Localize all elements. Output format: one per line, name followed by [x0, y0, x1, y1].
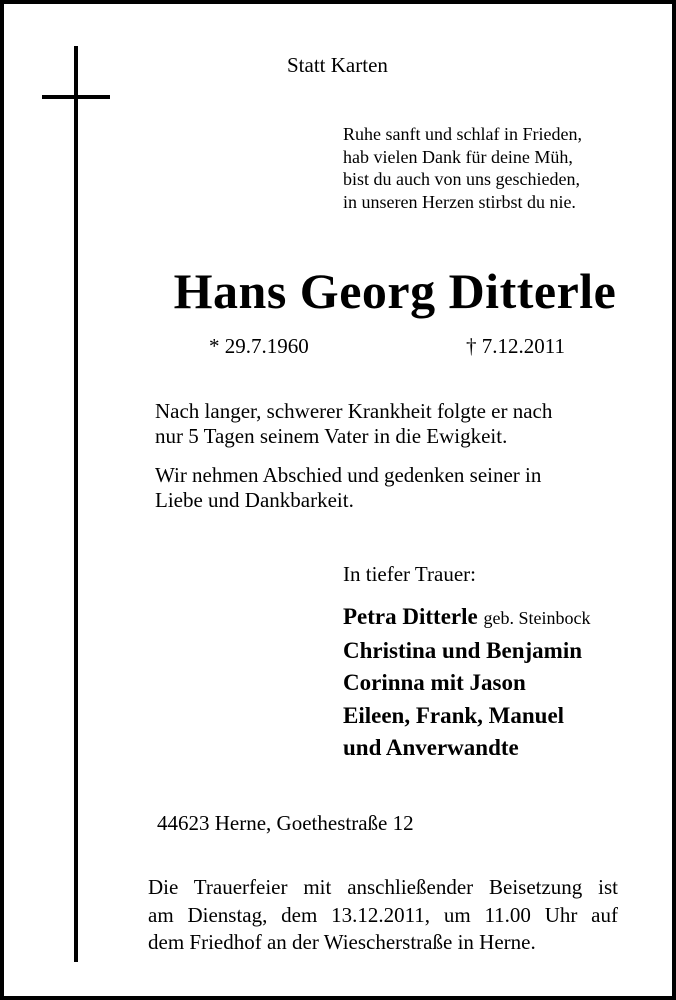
mourner	[343, 601, 590, 635]
deceased-name: Hans Georg Ditterle	[173, 263, 617, 319]
mourner: Eileen, Frank, Manuel	[343, 702, 565, 728]
address: 44623 Herne, Goethestraße 12	[157, 811, 414, 835]
text-line: Die Trauerfeier mit anschließender Beisetzung ist	[148, 875, 618, 899]
verse	[343, 123, 582, 213]
text-line: am Dienstag, dem 13.12.2011, um 11.00 Uhr auf	[148, 902, 618, 927]
mourner: und Anverwandte	[343, 735, 519, 760]
ceremony-info	[148, 874, 618, 957]
verse-line: in unseren Herzen stirbst du nie.	[343, 191, 576, 212]
paragraph-farewell	[155, 463, 541, 512]
mourner-note: geb. Steinbock	[483, 608, 591, 628]
verse-line: hab vielen Dank für deine Müh,	[343, 146, 573, 167]
cross-icon	[74, 46, 78, 962]
text-line: nur 5 Tagen seinem Vater in die Ewigkeit.	[155, 423, 508, 448]
mourner-name: Petra Ditterle	[343, 604, 478, 629]
birth-date: * 29.7.1960	[209, 334, 309, 358]
death-date: † 7.12.2011	[466, 334, 565, 358]
cross-icon-bar	[42, 95, 110, 99]
text-line: Wir nehmen Abschied und gedenken seiner in	[155, 463, 542, 487]
verse-line: bist du auch von uns geschieden,	[343, 169, 580, 189]
mourning-intro: In tiefer Trauer:	[343, 562, 476, 586]
mourner: Corinna mit Jason	[343, 670, 526, 695]
text-line: Nach langer, schwerer Krankheit folgte er nach	[155, 399, 553, 423]
statt-karten: Statt Karten	[287, 53, 388, 77]
text-line: dem Friedhof an der Wiescherstraße in Herne.	[148, 930, 536, 954]
verse-line: Ruhe sanft und schlaf in Frieden,	[343, 124, 582, 144]
mourners-list	[343, 601, 590, 765]
mourner: Christina und Benjamin	[343, 637, 583, 663]
text-line: Liebe und Dankbarkeit.	[155, 487, 354, 512]
paragraph-illness	[155, 399, 552, 448]
